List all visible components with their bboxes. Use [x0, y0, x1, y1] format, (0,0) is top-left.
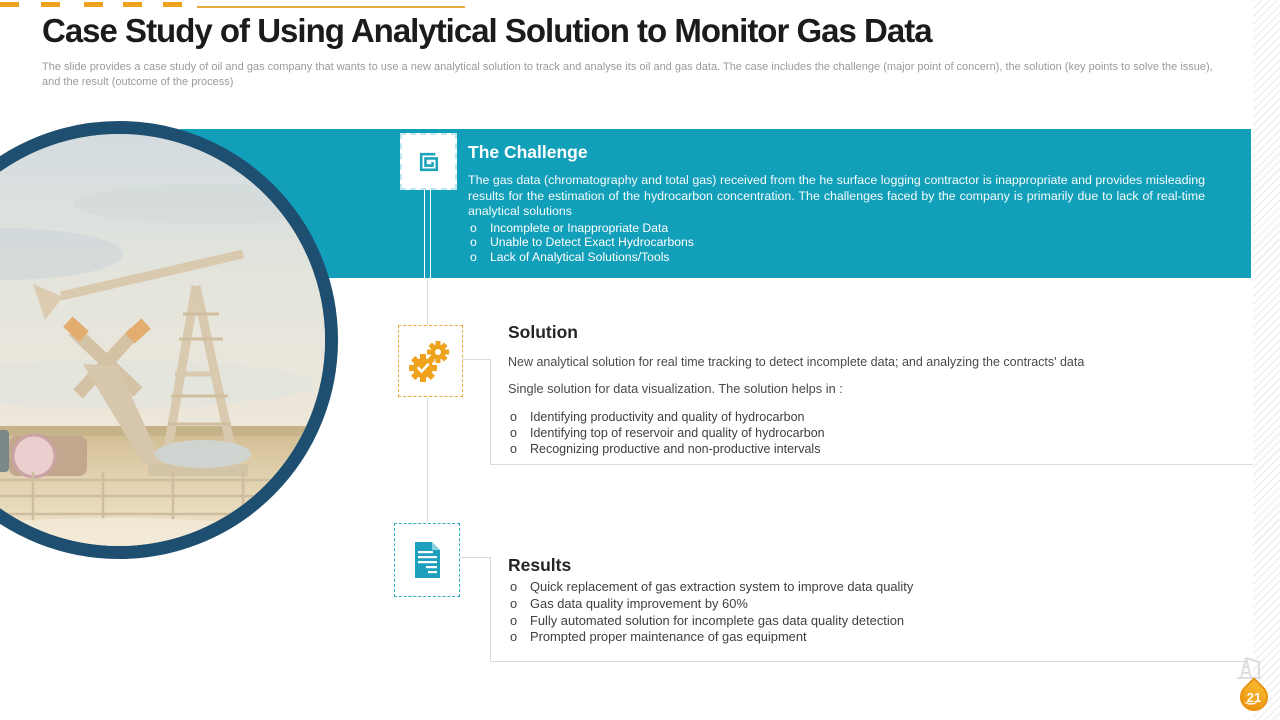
bullet-text: Prompted proper maintenance of gas equipment — [530, 629, 807, 645]
connector-line-gray — [427, 278, 428, 560]
list-item — [510, 579, 913, 596]
slide-subtitle: The slide provides a case study of oil and gas company that wants to use a new analytical solution to track and analyse its oil and gas data. The case includes the challenge (major point of concern), the solution (key points to solve the issue), and the result (outcome of the process) — [42, 61, 1213, 88]
challenge-icon-tile — [400, 133, 457, 190]
bullet-text: Quick replacement of gas extraction system to improve data quality — [530, 579, 914, 594]
right-edge-hatch-pattern — [1253, 0, 1280, 720]
circle-bullet-marker: o — [510, 426, 517, 440]
list-item — [470, 250, 694, 264]
solution-paragraph-1: New analytical solution for real time tracking to detect incomplete data; and analyzing the contracts' data — [508, 355, 1085, 369]
circle-bullet-marker: o — [510, 410, 517, 424]
list-item — [510, 596, 913, 613]
challenge-body-text: The gas data (chromatography and total gas) received from the he surface logging contractor is inappropriate and provides misleading results for the estimation of the hydrocarbon concentration. The challenges faced by the company is primarily due to lack of real-time analytical solutions — [468, 173, 1205, 219]
circle-bullet-marker: o — [470, 221, 477, 235]
page-title: Case Study of Using Analytical Solution to Monitor Gas Data — [42, 12, 932, 49]
header-line — [197, 6, 465, 8]
header-dash — [163, 2, 182, 7]
maze-target-icon — [412, 145, 446, 179]
gears-icon — [408, 338, 454, 384]
circle-bullet-marker: o — [510, 579, 518, 594]
document-icon — [406, 537, 448, 583]
circle-bullet-marker: o — [510, 629, 518, 645]
header-dash — [84, 2, 103, 7]
circle-bullet-marker: o — [510, 612, 518, 628]
results-icon-tile — [394, 523, 460, 597]
bullet-text: Lack of Analytical Solutions/Tools — [490, 249, 670, 264]
header-dash — [41, 2, 60, 7]
bullet-text: Identifying productivity and quality of hydrocarbon — [530, 410, 805, 424]
bullet-text: Unable to Detect Exact Hydrocarbons — [490, 235, 694, 250]
list-item — [510, 441, 825, 457]
list-item — [510, 409, 825, 425]
bullet-text: Incomplete or Inappropriate Data — [490, 221, 669, 235]
results-elbow-connector — [460, 557, 490, 558]
oil-rig-watermark-icon — [1233, 652, 1265, 685]
bullet-text: Fully automated solution for incomplete gas data quality detection — [530, 612, 905, 628]
list-item — [510, 613, 913, 630]
list-item — [510, 425, 825, 441]
bullet-text: Gas data quality improvement by 60% — [530, 595, 748, 611]
page-number: 21 — [1246, 689, 1262, 705]
results-heading: Results — [508, 555, 572, 575]
circle-bullet-marker: o — [510, 595, 518, 611]
circle-bullet-marker: o — [470, 235, 477, 250]
list-item — [470, 221, 694, 235]
pumpjack-illustration — [0, 134, 325, 546]
header-dash — [123, 2, 142, 7]
header-dash — [0, 2, 19, 7]
solution-elbow-connector — [463, 359, 490, 360]
circle-bullet-marker: o — [470, 249, 477, 264]
results-bullet-list — [510, 579, 913, 646]
solution-icon-tile — [398, 325, 463, 397]
solution-heading: Solution — [508, 322, 578, 342]
bullet-text: Identifying top of reservoir and quality of hydrocarbon — [530, 426, 825, 440]
connector-line-white — [424, 190, 431, 278]
challenge-bullet-list — [470, 221, 694, 264]
list-item — [470, 235, 694, 249]
challenge-heading: The Challenge — [468, 142, 588, 162]
bullet-text: Recognizing productive and non-productive intervals — [530, 442, 821, 456]
solution-paragraph-2: Single solution for data visualization. The solution helps in : — [508, 381, 843, 396]
list-item — [510, 629, 913, 646]
solution-bullet-list — [510, 409, 825, 457]
circle-bullet-marker: o — [510, 442, 517, 456]
